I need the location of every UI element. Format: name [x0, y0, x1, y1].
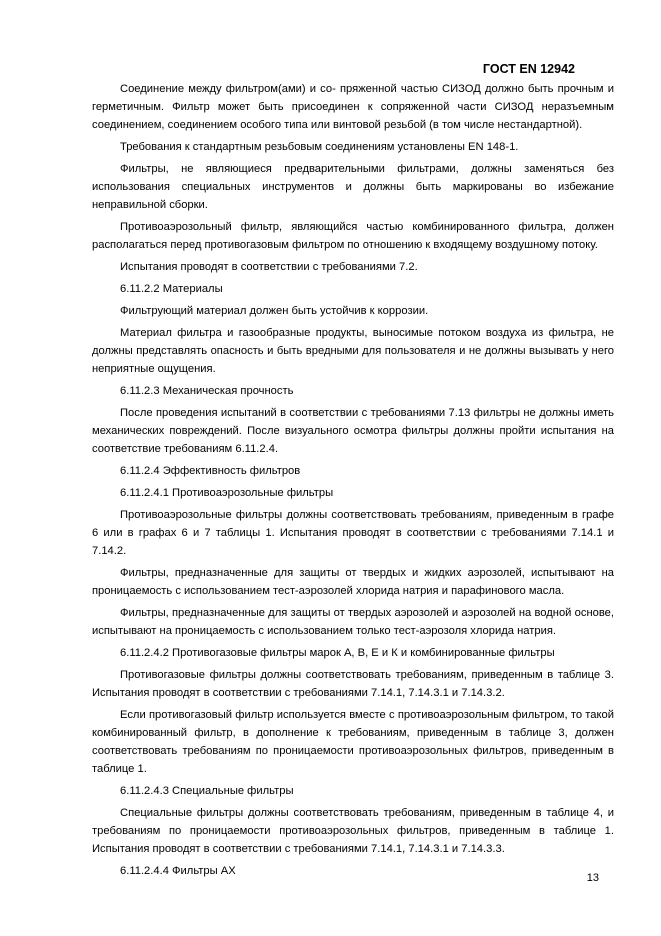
paragraph: Противоаэрозольные фильтры должны соответствовать требованиям, приведенным в графе 6 или в графах 6 и 7 таблицы 1. Испытания проводят в соответствии с требованиями 7.14.1 и 7.14.2. — [92, 509, 614, 557]
paragraph: Фильтры, не являющиеся предварительными фильтрами, должны заменяться без использования специальных инструментов и должны быть маркированы во избежание неправильной сборки. — [92, 163, 614, 211]
paragraph: Противоаэрозольный фильтр, являющийся частью комбинированного фильтра, должен располагаться перед противогазовым фильтром по отношению к входящему воздушному потоку. — [92, 221, 614, 251]
paragraph: Специальные фильтры должны соответствовать требованиям, приведенным в таблице 4, и требованиям по проницаемости противоаэрозольных фильтров, приведенным в таблице 1. Испытания проводят в соответствии с требованиями 7.14.1, 7.14.3.1 и 7.14.3.3. — [92, 807, 614, 855]
paragraph: После проведения испытаний в соответствии с требованиями 7.13 фильтры не должны иметь механических повреждений. После визуального осмотра фильтры должны пройти испытания на соответствие требованиям 6.11.2.4. — [92, 407, 614, 455]
section-heading: 6.11.2.4.1 Противоаэрозольные фильтры — [120, 487, 334, 499]
paragraph: Испытания проводят в соответствии с требованиями 7.2. — [120, 261, 418, 273]
section-heading: 6.11.2.3 Механическая прочность — [120, 385, 294, 397]
section-heading: 6.11.2.4 Эффективность фильтров — [120, 465, 301, 477]
paragraph: Материал фильтра и газообразные продукты, выносимые потоком воздуха из фильтра, не должны представлять опасность и быть вредными для пользователя и не должны вызывать у него неприятные ощущения. — [92, 327, 614, 375]
body-text — [92, 80, 614, 880]
paragraph: Требования к стандартным резьбовым соединениям установлены EN 148-1. — [120, 141, 519, 153]
section-heading: 6.11.2.4.2 Противогазовые фильтры марок А, В, Е и К и комбинированные фильтры — [120, 647, 555, 659]
paragraph: Фильтры, предназначенные для защиты от твердых и жидких аэрозолей, испытывают на проницаемость с использованием тест-аэрозолей хлорида натрия и парафинового масла. — [92, 567, 614, 597]
document-code: ГОСТ EN 12942 — [482, 62, 575, 76]
section-heading: 6.11.2.2 Материалы — [120, 283, 223, 295]
paragraph: Фильтры, предназначенные для защиты от твердых аэрозолей и аэрозолей на водной основе, испытывают на проницаемость с использованием только тест-аэрозоля хлорида натрия. — [92, 607, 614, 637]
page-number: 13 — [586, 872, 599, 884]
section-heading: 6.11.2.4.3 Специальные фильтры — [120, 785, 294, 797]
paragraph: Если противогазовый фильтр используется вместе с противоаэрозольным фильтром, то такой комбинированный фильтр, в дополнение к требованиям, приведенным в таблице 3, должен соответствовать требованиям по проницаемости противоаэрозольных фильтров, приведенным в таблице 1. — [92, 709, 614, 775]
paragraph: Соединение между фильтром(ами) и со- пряженной частью СИЗОД должно быть прочным и герметичным. Фильтр может быть присоединен к сопряженной части СИЗОД неразъемным соединением, соединением особого типа или винтовой резьбой (в том числе нестандартной). — [92, 83, 614, 131]
section-heading: 6.11.2.4.4 Фильтры АХ — [120, 865, 236, 877]
paragraph: Противогазовые фильтры должны соответствовать требованиям, приведенным в таблице 3. Испытания проводят в соответствии с требованиями 7.14.1, 7.14.3.1 и 7.14.3.2. — [92, 669, 614, 699]
paragraph: Фильтрующий материал должен быть устойчив к коррозии. — [120, 305, 429, 317]
